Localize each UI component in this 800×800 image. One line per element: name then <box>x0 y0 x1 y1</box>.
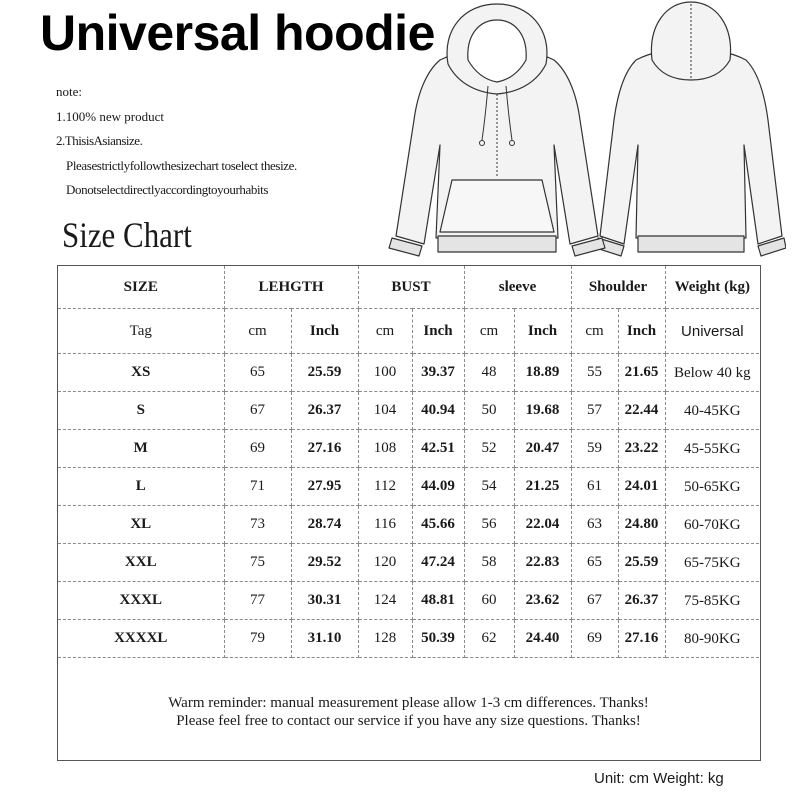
length-inch-cell: 27.16 <box>291 430 358 468</box>
subheader-sleeve-cm: cm <box>464 309 514 354</box>
length-inch-cell: 28.74 <box>291 506 358 544</box>
note-line-1: 1.100% new product <box>56 108 164 124</box>
bust-inch-cell: 45.66 <box>412 506 464 544</box>
weight-cell: 40-45KG <box>665 392 759 430</box>
sleeve-cm-cell: 62 <box>464 620 514 658</box>
shoulder-cm-cell: 57 <box>571 392 618 430</box>
units-note: Unit: cm Weight: kg <box>594 770 724 787</box>
bust-cm-cell: 124 <box>358 582 412 620</box>
notes-block <box>56 80 297 203</box>
weight-cell: 60-70KG <box>665 506 759 544</box>
header-sleeve: sleeve <box>464 266 571 309</box>
length-inch-cell: 25.59 <box>291 354 358 392</box>
shoulder-inch-cell: 26.37 <box>618 582 665 620</box>
header-shoulder: Shoulder <box>571 266 665 309</box>
weight-cell: Below 40 kg <box>665 354 759 392</box>
shoulder-inch-cell: 27.16 <box>618 620 665 658</box>
sleeve-inch-cell: 24.40 <box>514 620 571 658</box>
length-inch-cell: 26.37 <box>291 392 358 430</box>
sleeve-cm-cell: 56 <box>464 506 514 544</box>
hoodie-back-drawing <box>596 0 786 258</box>
note-line-3: Pleasestrictlyfollowthesizechart toselect thesize. <box>66 157 297 173</box>
bust-inch-cell: 39.37 <box>412 354 464 392</box>
weight-cell: 65-75KG <box>665 544 759 582</box>
sleeve-cm-cell: 60 <box>464 582 514 620</box>
sleeve-inch-cell: 18.89 <box>514 354 571 392</box>
subheader-sleeve-inch: Inch <box>514 309 571 354</box>
sleeve-inch-cell: 23.62 <box>514 582 571 620</box>
size-cell: XXXL <box>58 582 224 620</box>
table-row <box>58 582 759 620</box>
subheader-length-inch: Inch <box>291 309 358 354</box>
size-cell: XL <box>58 506 224 544</box>
size-cell: S <box>58 392 224 430</box>
table-row <box>58 392 759 430</box>
shoulder-cm-cell: 55 <box>571 354 618 392</box>
sleeve-inch-cell: 22.04 <box>514 506 571 544</box>
table-subheader-row <box>58 309 759 354</box>
bust-inch-cell: 48.81 <box>412 582 464 620</box>
length-inch-cell: 27.95 <box>291 468 358 506</box>
table-row <box>58 430 759 468</box>
sleeve-cm-cell: 50 <box>464 392 514 430</box>
shoulder-cm-cell: 63 <box>571 506 618 544</box>
note-heading: note: <box>56 84 82 99</box>
length-cm-cell: 73 <box>224 506 291 544</box>
length-cm-cell: 65 <box>224 354 291 392</box>
size-cell: M <box>58 430 224 468</box>
header-length: LEHGTH <box>224 266 358 309</box>
size-cell: XXL <box>58 544 224 582</box>
reminder-line-1: Warm reminder: manual measurement please allow 1-3 cm differences. Thanks! <box>168 695 649 711</box>
sleeve-inch-cell: 20.47 <box>514 430 571 468</box>
size-table <box>58 266 759 658</box>
sleeve-inch-cell: 22.83 <box>514 544 571 582</box>
sleeve-cm-cell: 52 <box>464 430 514 468</box>
bust-inch-cell: 40.94 <box>412 392 464 430</box>
bust-cm-cell: 116 <box>358 506 412 544</box>
shoulder-cm-cell: 67 <box>571 582 618 620</box>
header-bust: BUST <box>358 266 464 309</box>
shoulder-inch-cell: 23.22 <box>618 430 665 468</box>
subheader-tag: Tag <box>58 309 224 354</box>
weight-cell: 45-55KG <box>665 430 759 468</box>
bust-cm-cell: 112 <box>358 468 412 506</box>
shoulder-cm-cell: 59 <box>571 430 618 468</box>
shoulder-inch-cell: 24.80 <box>618 506 665 544</box>
shoulder-inch-cell: 24.01 <box>618 468 665 506</box>
sleeve-inch-cell: 19.68 <box>514 392 571 430</box>
length-cm-cell: 69 <box>224 430 291 468</box>
subheader-bust-inch: Inch <box>412 309 464 354</box>
table-header-row <box>58 266 759 309</box>
length-inch-cell: 31.10 <box>291 620 358 658</box>
bust-inch-cell: 42.51 <box>412 430 464 468</box>
warm-reminder <box>58 694 759 730</box>
length-inch-cell: 29.52 <box>291 544 358 582</box>
length-cm-cell: 77 <box>224 582 291 620</box>
header-size: SIZE <box>58 266 224 309</box>
length-cm-cell: 71 <box>224 468 291 506</box>
table-row <box>58 354 759 392</box>
bust-inch-cell: 44.09 <box>412 468 464 506</box>
subheader-weight-universal: Universal <box>665 309 759 354</box>
shoulder-inch-cell: 21.65 <box>618 354 665 392</box>
table-row <box>58 506 759 544</box>
note-line-4: Donotselectdirectlyaccordingtoyourhabits <box>66 182 269 197</box>
bust-inch-cell: 50.39 <box>412 620 464 658</box>
sleeve-cm-cell: 48 <box>464 354 514 392</box>
weight-cell: 50-65KG <box>665 468 759 506</box>
shoulder-inch-cell: 25.59 <box>618 544 665 582</box>
shoulder-inch-cell: 22.44 <box>618 392 665 430</box>
size-cell: L <box>58 468 224 506</box>
bust-cm-cell: 108 <box>358 430 412 468</box>
bust-cm-cell: 120 <box>358 544 412 582</box>
length-cm-cell: 79 <box>224 620 291 658</box>
table-row <box>58 544 759 582</box>
length-inch-cell: 30.31 <box>291 582 358 620</box>
note-line-2: 2.ThisisAsiansize. <box>56 133 143 148</box>
subheader-shoulder-inch: Inch <box>618 309 665 354</box>
size-cell: XXXXL <box>58 620 224 658</box>
sleeve-cm-cell: 54 <box>464 468 514 506</box>
weight-cell: 75-85KG <box>665 582 759 620</box>
bust-cm-cell: 128 <box>358 620 412 658</box>
shoulder-cm-cell: 65 <box>571 544 618 582</box>
size-chart-heading: Size Chart <box>62 215 192 255</box>
length-cm-cell: 67 <box>224 392 291 430</box>
shoulder-cm-cell: 61 <box>571 468 618 506</box>
subheader-bust-cm: cm <box>358 309 412 354</box>
size-cell: XS <box>58 354 224 392</box>
weight-cell: 80-90KG <box>665 620 759 658</box>
sleeve-inch-cell: 21.25 <box>514 468 571 506</box>
table-row <box>58 620 759 658</box>
subheader-length-cm: cm <box>224 309 291 354</box>
table-row <box>58 468 759 506</box>
bust-inch-cell: 47.24 <box>412 544 464 582</box>
bust-cm-cell: 100 <box>358 354 412 392</box>
bust-cm-cell: 104 <box>358 392 412 430</box>
reminder-line-2: Please feel free to contact our service if you have any size questions. Thanks! <box>176 713 641 729</box>
sleeve-cm-cell: 58 <box>464 544 514 582</box>
shoulder-cm-cell: 69 <box>571 620 618 658</box>
length-cm-cell: 75 <box>224 544 291 582</box>
subheader-shoulder-cm: cm <box>571 309 618 354</box>
header-weight: Weight (kg) <box>665 266 759 309</box>
size-chart-box <box>57 265 761 761</box>
page-title: Universal hoodie <box>40 5 435 61</box>
